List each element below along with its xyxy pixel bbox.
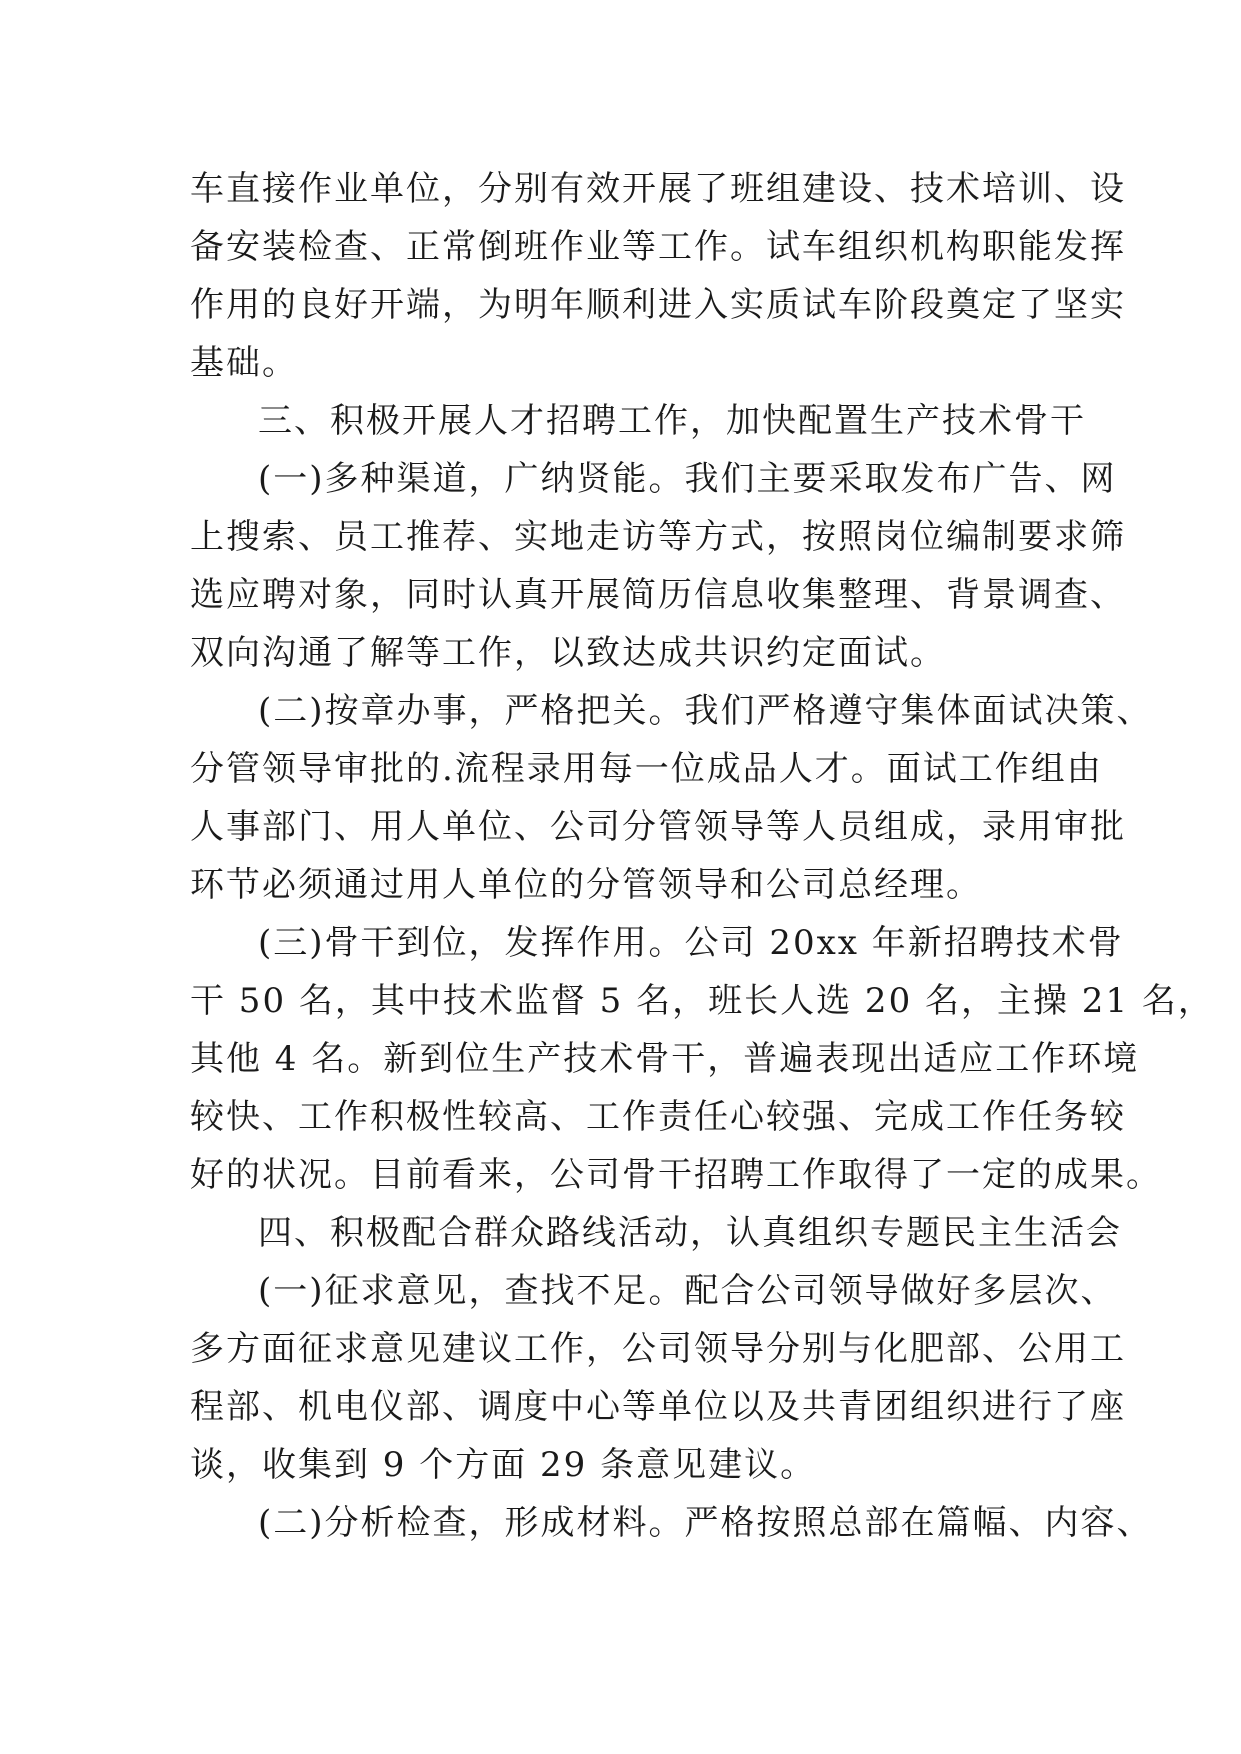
document-body [190, 160, 1214, 1552]
text-line: 上搜索、员工推荐、实地走访等方式，按照岗位编制要求筛 [190, 517, 1126, 557]
text-line: 多方面征求意见建议工作，公司领导分别与化肥部、公用工 [190, 1329, 1126, 1369]
text-line: 车直接作业单位，分别有效开展了班组建设、技术培训、设 [190, 169, 1126, 209]
text-line: 环节必须通过用人单位的分管领导和公司总经理。 [190, 865, 982, 905]
text-line: 双向沟通了解等工作，以致达成共识约定面试。 [190, 633, 946, 673]
text-line: 选应聘对象，同时认真开展简历信息收集整理、背景调查、 [190, 575, 1126, 615]
text-line: 好的状况。目前看来，公司骨干招聘工作取得了一定的成果。 [190, 1155, 1162, 1195]
text-line: 其他 4 名。新到位生产技术骨干，普遍表现出适应工作环境 [190, 1039, 1140, 1079]
text-line: 程部、机电仪部、调度中心等单位以及共青团组织进行了座 [190, 1387, 1126, 1427]
text-line: 三、积极开展人才招聘工作，加快配置生产技术骨干 [258, 401, 1086, 441]
text-line: 人事部门、用人单位、公司分管领导等人员组成，录用审批 [190, 807, 1126, 847]
text-line: 干 50 名，其中技术监督 5 名，班长人选 20 名，主操 21 名， [190, 981, 1214, 1021]
text-line: (一)多种渠道，广纳贤能。我们主要采取发布广告、网 [258, 459, 1117, 499]
text-line: 基础。 [190, 343, 298, 383]
text-line: (二)分析检查，形成材料。严格按照总部在篇幅、内容、 [258, 1503, 1153, 1543]
text-line: 作用的良好开端，为明年顺利进入实质试车阶段奠定了坚实 [190, 285, 1126, 325]
text-line: 四、积极配合群众路线活动，认真组织专题民主生活会 [258, 1213, 1122, 1253]
text-line: 备安装检查、正常倒班作业等工作。试车组织机构职能发挥 [190, 227, 1126, 267]
text-line: (一)征求意见，查找不足。配合公司领导做好多层次、 [258, 1271, 1117, 1311]
text-line: 较快、工作积极性较高、工作责任心较强、完成工作任务较 [190, 1097, 1126, 1137]
text-line: (二)按章办事，严格把关。我们严格遵守集体面试决策、 [258, 691, 1153, 731]
text-line: 分管领导审批的.流程录用每一位成品人才。面试工作组由 [190, 749, 1103, 789]
text-line: (三)骨干到位，发挥作用。公司 20xx 年新招聘技术骨 [258, 923, 1124, 963]
text-line: 谈，收集到 9 个方面 29 条意见建议。 [190, 1445, 817, 1485]
